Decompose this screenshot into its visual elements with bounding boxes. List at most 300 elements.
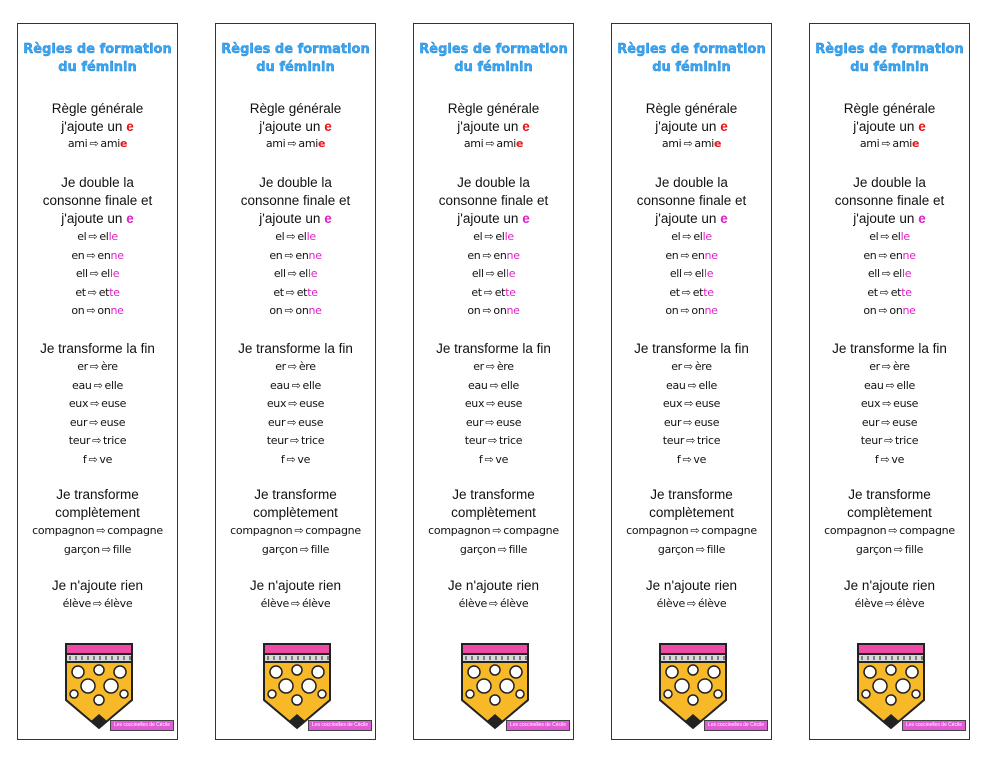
example-to: el bbox=[297, 230, 307, 243]
example-line bbox=[612, 303, 771, 319]
example-from: ell bbox=[75, 267, 88, 280]
example-suffix: ne bbox=[110, 248, 124, 262]
rule1-subheading-text: j'ajoute un bbox=[853, 119, 915, 134]
example-from: el bbox=[275, 230, 285, 243]
example-to: compagne bbox=[503, 524, 559, 537]
example-to: euse bbox=[893, 397, 919, 410]
rule1-letter: e bbox=[720, 119, 728, 134]
example-to: compagne bbox=[305, 524, 361, 537]
rule1-subheading-text: j'ajoute un bbox=[61, 119, 123, 134]
example-to: fille bbox=[310, 542, 330, 556]
example-suffix: ne bbox=[308, 248, 322, 262]
bookmark-title-line2: du féminin bbox=[454, 60, 533, 75]
example-to: en bbox=[295, 248, 309, 262]
arrow-right-icon: ⇨ bbox=[880, 230, 890, 243]
example-from: teur bbox=[662, 434, 685, 447]
logo-badge: Les coccinelles de Cécile bbox=[704, 720, 768, 731]
pencil-icon bbox=[64, 642, 134, 730]
rule1-example bbox=[810, 136, 969, 152]
example-line bbox=[612, 229, 771, 245]
rule4-heading-line1: Je transforme bbox=[254, 487, 337, 502]
example-from: ell bbox=[669, 267, 682, 280]
example-to: elle bbox=[302, 378, 321, 392]
rule5-heading: Je n'ajoute rien bbox=[843, 578, 936, 593]
example-line bbox=[18, 542, 177, 558]
example-to: on bbox=[691, 304, 705, 317]
rule1-heading: Règle générale bbox=[249, 101, 342, 116]
example-line bbox=[18, 415, 177, 431]
example-to: compagne bbox=[899, 524, 955, 537]
example-suffix: le bbox=[504, 230, 514, 243]
example-suffix: te bbox=[109, 285, 120, 299]
arrow-right-icon: ⇨ bbox=[881, 360, 891, 373]
example-suffix: e bbox=[516, 137, 524, 150]
example-line bbox=[414, 452, 573, 468]
example-from: élève bbox=[62, 597, 92, 610]
rule1-subheading bbox=[810, 118, 969, 136]
example-to: elle bbox=[104, 378, 123, 392]
example-from: compagnon bbox=[626, 524, 689, 537]
example-to: élève bbox=[697, 597, 727, 610]
arrow-right-icon: ⇨ bbox=[683, 267, 693, 280]
example-line bbox=[18, 303, 177, 319]
bookmark-title-line2: du féminin bbox=[850, 60, 929, 75]
rule5-heading: Je n'ajoute rien bbox=[447, 578, 540, 593]
arrow-right-icon: ⇨ bbox=[879, 285, 889, 299]
example-to: ve bbox=[891, 452, 905, 466]
example-line bbox=[414, 285, 573, 301]
example-to: élève bbox=[499, 597, 529, 610]
rule2-heading-text: j'ajoute un bbox=[61, 211, 123, 226]
example-from: et bbox=[669, 285, 680, 299]
example-from: er bbox=[869, 360, 880, 373]
example-to: ve bbox=[693, 452, 707, 466]
example-line bbox=[216, 452, 375, 468]
example-to: el bbox=[99, 230, 109, 243]
arrow-right-icon: ⇨ bbox=[89, 137, 99, 150]
example-line bbox=[810, 452, 969, 468]
example-line bbox=[414, 396, 573, 412]
example-line bbox=[18, 359, 177, 375]
example-from: er bbox=[275, 360, 286, 373]
rule1-subheading-text: j'ajoute un bbox=[457, 119, 519, 134]
arrow-right-icon: ⇨ bbox=[680, 248, 690, 262]
arrow-right-icon: ⇨ bbox=[287, 267, 297, 280]
example-from: compagnon bbox=[230, 524, 293, 537]
logo-badge: Les coccinelles de Cécile bbox=[308, 720, 372, 731]
example-suffix: te bbox=[505, 285, 516, 299]
example-from: el bbox=[869, 230, 879, 243]
arrow-right-icon: ⇨ bbox=[484, 452, 494, 466]
example-to: ve bbox=[297, 452, 311, 466]
arrow-right-icon: ⇨ bbox=[484, 230, 494, 243]
arrow-right-icon: ⇨ bbox=[285, 285, 295, 299]
rule1-example bbox=[414, 136, 573, 152]
arrow-right-icon: ⇨ bbox=[86, 248, 96, 262]
example-line bbox=[18, 285, 177, 301]
example-to: fille bbox=[112, 542, 132, 556]
arrow-right-icon: ⇨ bbox=[287, 360, 297, 373]
arrow-right-icon: ⇨ bbox=[89, 267, 99, 280]
example-to: euse bbox=[100, 415, 126, 429]
example-from: élève bbox=[854, 597, 884, 610]
example-line bbox=[612, 433, 771, 449]
arrow-right-icon: ⇨ bbox=[284, 304, 294, 317]
example-line bbox=[810, 303, 969, 319]
arrow-right-icon: ⇨ bbox=[682, 230, 692, 243]
example-to: ère bbox=[298, 360, 316, 373]
rule4-heading-line1: Je transforme bbox=[650, 487, 733, 502]
example-suffix: le bbox=[505, 267, 516, 280]
example-suffix: le bbox=[307, 267, 318, 280]
example-suffix: le bbox=[108, 230, 118, 243]
example-from: en bbox=[269, 248, 283, 262]
arrow-right-icon: ⇨ bbox=[88, 230, 98, 243]
example-from: garçon bbox=[261, 542, 298, 556]
rule2-heading-line3 bbox=[414, 210, 573, 228]
example-suffix: ne bbox=[506, 248, 520, 262]
rule2-letter: e bbox=[918, 211, 926, 226]
example-from: eux bbox=[860, 397, 881, 410]
bookmark-title-line1: Règles de formation bbox=[221, 42, 370, 57]
example-suffix: te bbox=[703, 285, 714, 299]
arrow-right-icon: ⇨ bbox=[86, 304, 96, 317]
rule2-heading-line2: consonne finale et bbox=[42, 193, 153, 208]
pencil-icon bbox=[262, 642, 332, 730]
example-line bbox=[18, 248, 177, 264]
rule1-example bbox=[18, 136, 177, 152]
example-from: eur bbox=[663, 415, 682, 429]
example-from: eux bbox=[662, 397, 683, 410]
example-line bbox=[414, 378, 573, 394]
example-to: compagne bbox=[701, 524, 757, 537]
rule2-heading-line3 bbox=[612, 210, 771, 228]
rule5-example bbox=[216, 596, 375, 612]
example-line bbox=[810, 378, 969, 394]
example-to: el bbox=[892, 267, 902, 280]
example-suffix: ne bbox=[704, 248, 718, 262]
example-line bbox=[612, 452, 771, 468]
arrow-right-icon: ⇨ bbox=[286, 230, 296, 243]
example-suffix: te bbox=[307, 285, 318, 299]
example-to: ami bbox=[100, 137, 120, 150]
rule1-letter: e bbox=[126, 119, 134, 134]
example-from: compagnon bbox=[824, 524, 887, 537]
arrow-right-icon: ⇨ bbox=[482, 304, 492, 317]
example-from: on bbox=[863, 304, 877, 317]
example-suffix: le bbox=[900, 230, 910, 243]
rule1-letter: e bbox=[324, 119, 332, 134]
arrow-right-icon: ⇨ bbox=[881, 137, 891, 150]
arrow-right-icon: ⇨ bbox=[89, 360, 99, 373]
arrow-right-icon: ⇨ bbox=[287, 137, 297, 150]
arrow-right-icon: ⇨ bbox=[885, 378, 895, 392]
example-line bbox=[216, 378, 375, 394]
example-from: f bbox=[478, 452, 483, 466]
example-from: on bbox=[665, 304, 679, 317]
arrow-right-icon: ⇨ bbox=[881, 415, 891, 429]
example-to: euse bbox=[496, 415, 522, 429]
rule5-heading: Je n'ajoute rien bbox=[51, 578, 144, 593]
rule4-heading-line2: complètement bbox=[847, 505, 932, 520]
rule3-heading: Je transforme la fin bbox=[436, 341, 551, 356]
example-from: eau bbox=[72, 378, 92, 392]
example-to: ère bbox=[694, 360, 712, 373]
example-from: en bbox=[467, 248, 481, 262]
example-from: ami bbox=[661, 137, 682, 150]
bookmark-title-line1: Règles de formation bbox=[419, 42, 568, 57]
example-to: euse bbox=[892, 415, 918, 429]
example-to: euse bbox=[695, 397, 721, 410]
arrow-right-icon: ⇨ bbox=[882, 397, 892, 410]
example-to: elle bbox=[698, 378, 717, 392]
example-from: on bbox=[71, 304, 85, 317]
rule1-letter: e bbox=[522, 119, 530, 134]
rule4-heading-line2: complètement bbox=[649, 505, 734, 520]
example-line bbox=[810, 229, 969, 245]
example-line bbox=[810, 359, 969, 375]
example-from: ami bbox=[859, 137, 880, 150]
rule2-heading-text: j'ajoute un bbox=[853, 211, 915, 226]
example-from: élève bbox=[260, 597, 290, 610]
example-line bbox=[216, 396, 375, 412]
example-from: en bbox=[863, 248, 877, 262]
example-line bbox=[810, 433, 969, 449]
arrow-right-icon: ⇨ bbox=[687, 378, 697, 392]
rule2-heading-line1: Je double la bbox=[655, 175, 728, 190]
example-from: el bbox=[671, 230, 681, 243]
example-line bbox=[18, 266, 177, 282]
example-line bbox=[216, 415, 375, 431]
example-from: ami bbox=[265, 137, 286, 150]
arrow-right-icon: ⇨ bbox=[878, 248, 888, 262]
example-to: el bbox=[891, 230, 901, 243]
arrow-right-icon: ⇨ bbox=[291, 378, 301, 392]
rule2-heading-line1: Je double la bbox=[61, 175, 134, 190]
rule2-letter: e bbox=[522, 211, 530, 226]
example-suffix: le bbox=[901, 267, 912, 280]
rule5-example bbox=[810, 596, 969, 612]
rule1-example bbox=[612, 136, 771, 152]
example-from: on bbox=[467, 304, 481, 317]
example-to: ami bbox=[892, 137, 912, 150]
example-to: ère bbox=[892, 360, 910, 373]
example-to: ami bbox=[496, 137, 516, 150]
example-to: et bbox=[296, 285, 308, 299]
example-line bbox=[18, 523, 177, 539]
example-to: fille bbox=[508, 542, 528, 556]
example-from: ell bbox=[867, 267, 880, 280]
logo-badge: Les coccinelles de Cécile bbox=[110, 720, 174, 731]
example-to: ve bbox=[99, 452, 113, 466]
example-to: en bbox=[493, 248, 507, 262]
example-suffix: le bbox=[702, 230, 712, 243]
example-from: el bbox=[77, 230, 87, 243]
example-line bbox=[810, 248, 969, 264]
example-line bbox=[414, 248, 573, 264]
example-from: eur bbox=[465, 415, 484, 429]
rule2-heading-line1: Je double la bbox=[853, 175, 926, 190]
example-suffix: e bbox=[120, 137, 128, 150]
arrow-right-icon: ⇨ bbox=[485, 137, 495, 150]
pencil-icon bbox=[856, 642, 926, 730]
example-from: garçon bbox=[855, 542, 892, 556]
arrow-right-icon: ⇨ bbox=[893, 542, 903, 556]
bookmark bbox=[809, 23, 970, 740]
example-to: trice bbox=[301, 434, 325, 447]
example-from: élève bbox=[656, 597, 686, 610]
rule1-heading: Règle générale bbox=[51, 101, 144, 116]
example-to: on bbox=[295, 304, 309, 317]
arrow-right-icon: ⇨ bbox=[489, 597, 498, 610]
arrow-right-icon: ⇨ bbox=[878, 304, 888, 317]
example-from: et bbox=[75, 285, 86, 299]
example-from: ell bbox=[471, 267, 484, 280]
example-line bbox=[18, 378, 177, 394]
bookmark-title-line1: Règles de formation bbox=[617, 42, 766, 57]
example-to: en bbox=[97, 248, 111, 262]
example-to: elle bbox=[500, 378, 519, 392]
example-line bbox=[414, 303, 573, 319]
example-from: er bbox=[671, 360, 682, 373]
example-from: ami bbox=[67, 137, 88, 150]
example-suffix: e bbox=[714, 137, 722, 150]
example-line bbox=[810, 396, 969, 412]
example-from: ami bbox=[463, 137, 484, 150]
example-from: el bbox=[473, 230, 483, 243]
example-from: et bbox=[273, 285, 284, 299]
example-from: en bbox=[665, 248, 679, 262]
example-line bbox=[414, 359, 573, 375]
arrow-right-icon: ⇨ bbox=[284, 248, 294, 262]
example-to: euse bbox=[497, 397, 523, 410]
example-from: eur bbox=[861, 415, 880, 429]
example-suffix: e bbox=[318, 137, 326, 150]
rule4-heading-line2: complètement bbox=[451, 505, 536, 520]
arrow-right-icon: ⇨ bbox=[485, 415, 495, 429]
rule1-letter: e bbox=[918, 119, 926, 134]
arrow-right-icon: ⇨ bbox=[686, 434, 696, 447]
rule4-heading-line1: Je transforme bbox=[56, 487, 139, 502]
example-suffix: ne bbox=[110, 304, 124, 317]
example-line bbox=[216, 359, 375, 375]
example-line bbox=[18, 396, 177, 412]
example-to: euse bbox=[298, 415, 324, 429]
arrow-right-icon: ⇨ bbox=[90, 397, 100, 410]
example-line bbox=[414, 523, 573, 539]
bookmark-title-line1: Règles de formation bbox=[815, 42, 964, 57]
example-from: eux bbox=[266, 397, 287, 410]
arrow-right-icon: ⇨ bbox=[485, 360, 495, 373]
example-to: euse bbox=[299, 397, 325, 410]
example-to: ami bbox=[694, 137, 714, 150]
example-line bbox=[810, 542, 969, 558]
example-to: ve bbox=[495, 452, 509, 466]
rule2-letter: e bbox=[720, 211, 728, 226]
rule2-letter: e bbox=[126, 211, 134, 226]
rule1-subheading-text: j'ajoute un bbox=[259, 119, 321, 134]
example-to: ami bbox=[298, 137, 318, 150]
example-from: eur bbox=[69, 415, 88, 429]
example-to: el bbox=[100, 267, 110, 280]
example-line bbox=[216, 542, 375, 558]
rule1-subheading-text: j'ajoute un bbox=[655, 119, 717, 134]
rule2-heading-line2: consonne finale et bbox=[240, 193, 351, 208]
example-suffix: le bbox=[703, 267, 714, 280]
example-line bbox=[810, 266, 969, 282]
example-from: en bbox=[71, 248, 85, 262]
example-from: f bbox=[280, 452, 285, 466]
example-line bbox=[612, 415, 771, 431]
example-line bbox=[612, 523, 771, 539]
example-from: f bbox=[82, 452, 87, 466]
arrow-right-icon: ⇨ bbox=[299, 542, 309, 556]
example-from: eau bbox=[270, 378, 290, 392]
example-to: élève bbox=[103, 597, 133, 610]
example-line bbox=[810, 285, 969, 301]
rule2-heading-line3 bbox=[216, 210, 375, 228]
example-line bbox=[612, 359, 771, 375]
arrow-right-icon: ⇨ bbox=[681, 285, 691, 299]
arrow-right-icon: ⇨ bbox=[93, 378, 103, 392]
rule5-example bbox=[18, 596, 177, 612]
bookmark bbox=[17, 23, 178, 740]
rule2-heading-text: j'ajoute un bbox=[259, 211, 321, 226]
arrow-right-icon: ⇨ bbox=[288, 397, 298, 410]
arrow-right-icon: ⇨ bbox=[884, 434, 894, 447]
example-from: ell bbox=[273, 267, 286, 280]
example-to: fille bbox=[904, 542, 924, 556]
example-to: on bbox=[889, 304, 903, 317]
rule1-subheading bbox=[18, 118, 177, 136]
example-line bbox=[216, 303, 375, 319]
arrow-right-icon: ⇨ bbox=[89, 415, 99, 429]
example-from: compagnon bbox=[428, 524, 491, 537]
example-to: ère bbox=[496, 360, 514, 373]
example-to: ère bbox=[100, 360, 118, 373]
example-suffix: ne bbox=[308, 304, 322, 317]
arrow-right-icon: ⇨ bbox=[881, 267, 891, 280]
example-from: f bbox=[874, 452, 879, 466]
example-to: en bbox=[889, 248, 903, 262]
example-line bbox=[612, 378, 771, 394]
logo-badge: Les coccinelles de Cécile bbox=[506, 720, 570, 731]
rule1-subheading bbox=[216, 118, 375, 136]
example-from: compagnon bbox=[32, 524, 95, 537]
rule2-heading-line2: consonne finale et bbox=[438, 193, 549, 208]
rule5-example bbox=[414, 596, 573, 612]
example-to: trice bbox=[103, 434, 127, 447]
example-to: trice bbox=[499, 434, 523, 447]
example-line bbox=[414, 433, 573, 449]
example-from: teur bbox=[464, 434, 487, 447]
arrow-right-icon: ⇨ bbox=[486, 397, 496, 410]
example-line bbox=[216, 266, 375, 282]
example-suffix: le bbox=[306, 230, 316, 243]
rule1-subheading bbox=[612, 118, 771, 136]
example-to: el bbox=[496, 267, 506, 280]
example-to: el bbox=[298, 267, 308, 280]
rule2-heading-line1: Je double la bbox=[259, 175, 332, 190]
pencil-icon bbox=[658, 642, 728, 730]
example-to: en bbox=[691, 248, 705, 262]
example-to: on bbox=[97, 304, 111, 317]
example-line bbox=[18, 452, 177, 468]
rule1-example bbox=[216, 136, 375, 152]
example-line bbox=[414, 542, 573, 558]
arrow-right-icon: ⇨ bbox=[492, 524, 502, 537]
arrow-right-icon: ⇨ bbox=[695, 542, 705, 556]
